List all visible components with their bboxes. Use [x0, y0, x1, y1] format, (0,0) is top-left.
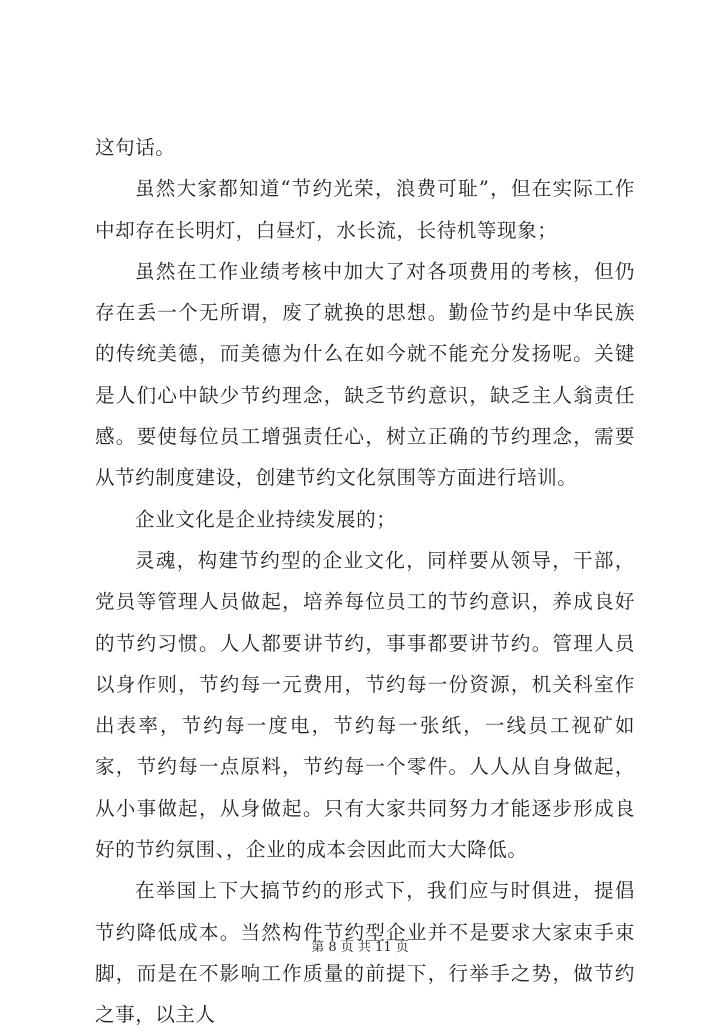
paragraph-2: 虽然大家都知道“节约光荣，浪费可耻”，但在实际工作中却存在长明灯，白昼灯，水长流，长待机等现象；	[95, 177, 635, 242]
paragraph-3: 虽然在工作业绩考核中加大了对各项费用的考核，但仍存在丢一个无所谓，废了就换的思想。勤俭节约是中华民族的传统美德，而美德为什么在如今就不能充分发扬呢。关键是人们心中缺少节约理念，缺乏节约意识，缺乏主人翁责任感。要使每位员工增强责任心，树立正确的节约理念，需要从节约制度建设，创建节约文化氛围等方面进行培训。	[95, 259, 635, 490]
document-body	[95, 127, 635, 1036]
paragraph-4: 企业文化是企业持续发展的；	[135, 507, 397, 531]
paragraph-1: 这句话。	[95, 136, 176, 159]
page-number-footer: 第 8 页 共 11 页	[311, 940, 409, 955]
paragraph-5: 灵魂，构建节约型的企业文化，同样要从领导，干部，党员等管理人员做起，培养每位员工的节约意识，养成良好的节约习惯。人人都要讲节约，事事都要讲节约。管理人员以身作则，节约每一元费用，节约每一份资源，机关科室作出表率，节约每一度电，节约每一张纸，一线员工视矿如家，节约每一点原料，节约每一个零件。人人从自身做起，从小事做起，从身做起。只有大家共同努力才能逐步形成良好的节约氛围、，企业的成本会因此而大大降低。	[95, 548, 635, 862]
paragraph-6: 在举国上下大搞节约的形式下，我们应与时俱进，提倡节约降低成本。当然构件节约型企业并不是要求大家束手束脚，而是在不影响工作质量的前提下，行举手之势，做节约之事，以主人	[95, 879, 635, 1027]
